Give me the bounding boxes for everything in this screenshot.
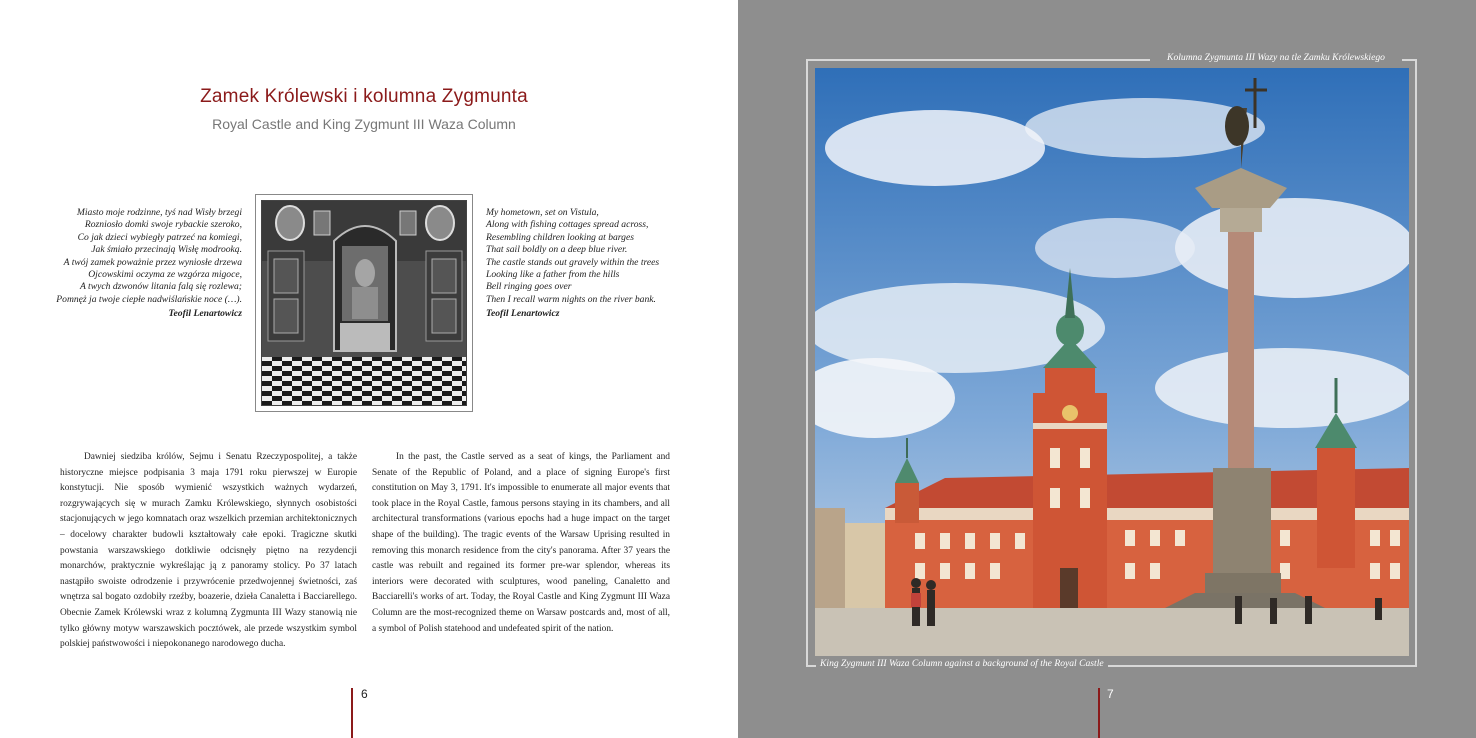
poem-line: A twój zamek poważnie przez wyniosłe drzewa	[63, 256, 242, 268]
poem-line: Ojcowskimi oczyma ze wzgórza migoce,	[88, 269, 242, 281]
poem-line: My hometown, set on Vistula,	[486, 207, 599, 218]
royal-interior-image	[262, 201, 467, 406]
poem-line: Co jak dzieci wybiegły patrzeć na komiegi,	[77, 231, 242, 243]
poem-line: Jak śmiało przecinają Wisłę modrooką.	[91, 244, 242, 256]
castle-photo	[815, 68, 1409, 656]
poem-author: Teofil Lenartowicz	[168, 308, 242, 320]
poem-line: A twych dzwonów litania falą się rozlewa;	[79, 281, 242, 293]
poem-line: The castle stands out gravely within the trees	[486, 256, 660, 268]
poem-english	[486, 207, 696, 321]
poem-line: Resembling children looking at barges	[486, 231, 634, 243]
page-number-rule	[351, 688, 353, 738]
poem-line: Bell ringing goes over	[486, 281, 572, 293]
poem-line: Looking like a father from the hills	[486, 269, 620, 281]
page-number-right: 7	[1107, 687, 1114, 701]
poem-line: That sail boldly on a deep blue river.	[486, 244, 628, 256]
poem-author: Teofil Lenartowicz	[486, 308, 560, 320]
page-number-left: 6	[361, 687, 368, 701]
page-title: Zamek Królewski i kolumna Zygmunta	[200, 86, 528, 107]
photo-caption-bottom: King Zygmunt III Waza Column against a background of the Royal Castle	[816, 658, 1108, 669]
poem-line: Pomnęż ja twoje ciepłe nadwiślańskie noce (…).	[56, 293, 242, 305]
body-text-polish	[60, 450, 357, 653]
photo-caption-top: Kolumna Zygmunta III Wazy na tle Zamku Królewskiego	[1150, 52, 1402, 63]
poem-line: Miasto moje rodzinne, tyś nad Wisły brzegi	[76, 207, 242, 218]
poem-line: Then I recall warm nights on the river bank.	[486, 293, 656, 305]
poem-polish	[40, 207, 242, 321]
body-paragraph: Dawniej siedziba królów, Sejmu i Senatu Rzeczypospolitej, a także historyczne miejsce podpisania 3 maja 1791 roku pierwszej w Europie konstytucji. Nie sposób wymienić wszystkich ważnych wydarzeń, rozgrywających się w murach Zamku Królewskiego, słynnych osobistości stacjonujących w jego komnatach oraz wszelkich przemian architektonicznych – docelowy charakter budowli kształtowały całe epoki. Tragiczne skutki powstania warszawskiego dotkliwie odcisnęły piętno na rezydencji monarchów, praktycznie wykreślając ją z panoramy stolicy. Po 37 latach nastąpiło swoiste odrodzenie i przywrócenie przedwojennej świetności, zaś wnętrza sal bogato ozdobiły rzeźby, boazerie, dzieła Canaletta i Bacciarellego. Obecnie Zamek Królewski wraz z kolumną Zygmunta III Wazy stanowią nie tylko główny motyw warszawskich pocztówek, ale przede wszystkim symbol polskiej państwowości i niepokonanego narodowego ducha.	[60, 452, 357, 650]
body-text-english	[372, 450, 670, 637]
poem-line: Rozniosło domki swoje rybackie szeroko,	[84, 219, 242, 231]
poem-line: Along with fishing cottages spread across,	[486, 219, 649, 231]
page-number-rule	[1098, 688, 1100, 738]
page-subtitle: Royal Castle and King Zygmunt III Waza Column	[212, 116, 516, 132]
body-paragraph: In the past, the Castle served as a seat of kings, the Parliament and Senate of the Republic of Poland, and a place of signing Europe's first constitution on May 3, 1791. It's impossible to enumerate all major events that took place in the Royal Castle, famous persons staying in its chambers, and all architectural transformations (various epochs had a huge impact on the target shape of the building). The tragic events of the Warsaw Uprising resulted in removing this monarch residence from the city's panorama. After 37 years the castle was rebuilt and regained its former pre-war splendor, whereas its interiors were decorated with sculptures, wood paneling, Canaletto and Bacciarelli's works of art. Today, the Royal Castle and King Zygmunt III Waza Column are the most-recognized theme on Warsaw postcards and, most of all, a symbol of Polish statehood and undefeated spirit of the nation.	[372, 452, 670, 634]
interior-photo	[255, 194, 473, 412]
royal-castle-image	[815, 68, 1409, 656]
